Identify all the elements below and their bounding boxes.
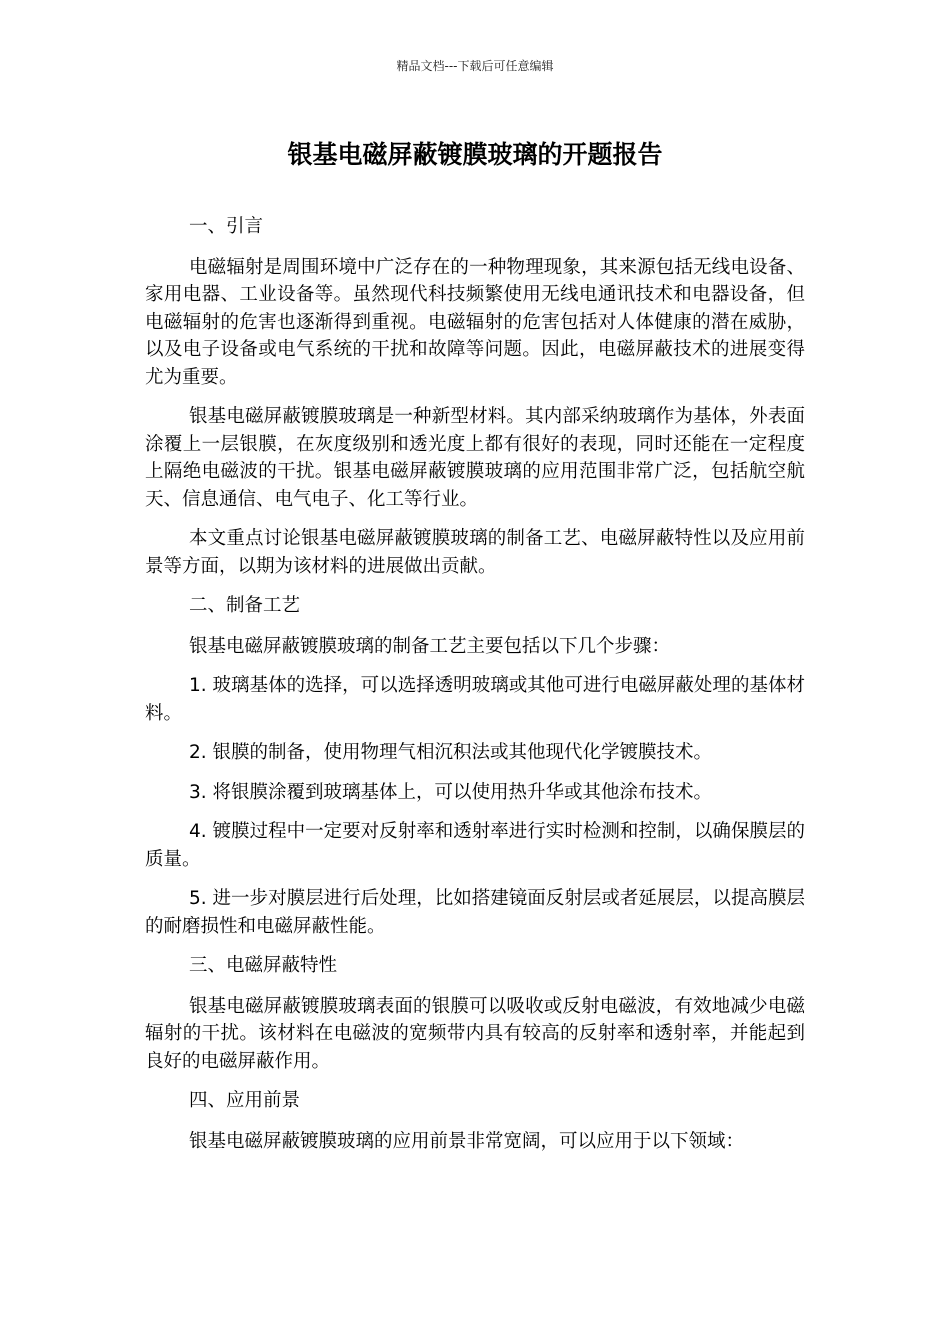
paragraph: 银基电磁屏蔽镀膜玻璃的制备工艺主要包括以下几个步骤： — [189, 635, 671, 657]
list-item: 4. 镀膜过程中一定要对反射率和透射率进行实时检测和控制，以确保膜层的质量。 — [145, 821, 805, 870]
list-item: 5. 进一步对膜层进行后处理，比如搭建镜面反射层或者延展层，以提高膜层的耐磨损性和电磁屏蔽性能。 — [145, 888, 805, 937]
section-heading-shielding: 三、电磁屏蔽特性 — [189, 955, 338, 976]
section-heading-preparation: 二、制备工艺 — [189, 595, 301, 616]
section-heading-introduction: 一、引言 — [189, 216, 264, 237]
list-item: 3. 将银膜涂覆到玻璃基体上，可以使用热升华或其他涂布技术。 — [189, 781, 713, 803]
paragraph: 电磁辐射是周围环境中广泛存在的一种物理现象，其来源包括无线电设备、家用电器、工业设备等。虽然现代科技频繁使用无线电通讯技术和电器设备，但电磁辐射的危害也逐渐得到重视。电磁辐射的危害包括对人体健康的潜在威胁，以及电子设备或电气系统的干扰和故障等问题。因此，电磁屏蔽技术的进展变得尤为重要。 — [145, 256, 805, 388]
page-header: 精品文档---下载后可任意编辑 — [396, 59, 554, 73]
paragraph: 银基电磁屏蔽镀膜玻璃是一种新型材料。其内部采纳玻璃作为基体，外表面涂覆上一层银膜，在灰度级别和透光度上都有很好的表现，同时还能在一定程度上隔绝电磁波的干扰。银基电磁屏蔽镀膜玻璃的应用范围非常广泛，包括航空航天、信息通信、电气电子、化工等行业。 — [145, 406, 805, 510]
paragraph: 本文重点讨论银基电磁屏蔽镀膜玻璃的制备工艺、电磁屏蔽特性以及应用前景等方面，以期为该材料的进展做出贡献。 — [145, 528, 805, 577]
list-item: 1. 玻璃基体的选择，可以选择透明玻璃或其他可进行电磁屏蔽处理的基体材料。 — [145, 675, 805, 724]
paragraph: 银基电磁屏蔽镀膜玻璃表面的银膜可以吸收或反射电磁波，有效地减少电磁辐射的干扰。该材料在电磁波的宽频带内具有较高的反射率和透射率，并能起到良好的电磁屏蔽作用。 — [145, 995, 805, 1072]
list-item: 2. 银膜的制备，使用物理气相沉积法或其他现代化学镀膜技术。 — [189, 742, 713, 763]
document-title: 银基电磁屏蔽镀膜玻璃的开题报告 — [287, 140, 663, 169]
document-body — [145, 213, 805, 1167]
section-heading-applications: 四、应用前景 — [189, 1090, 301, 1111]
paragraph: 银基电磁屏蔽镀膜玻璃的应用前景非常宽阔，可以应用于以下领域： — [189, 1130, 745, 1152]
